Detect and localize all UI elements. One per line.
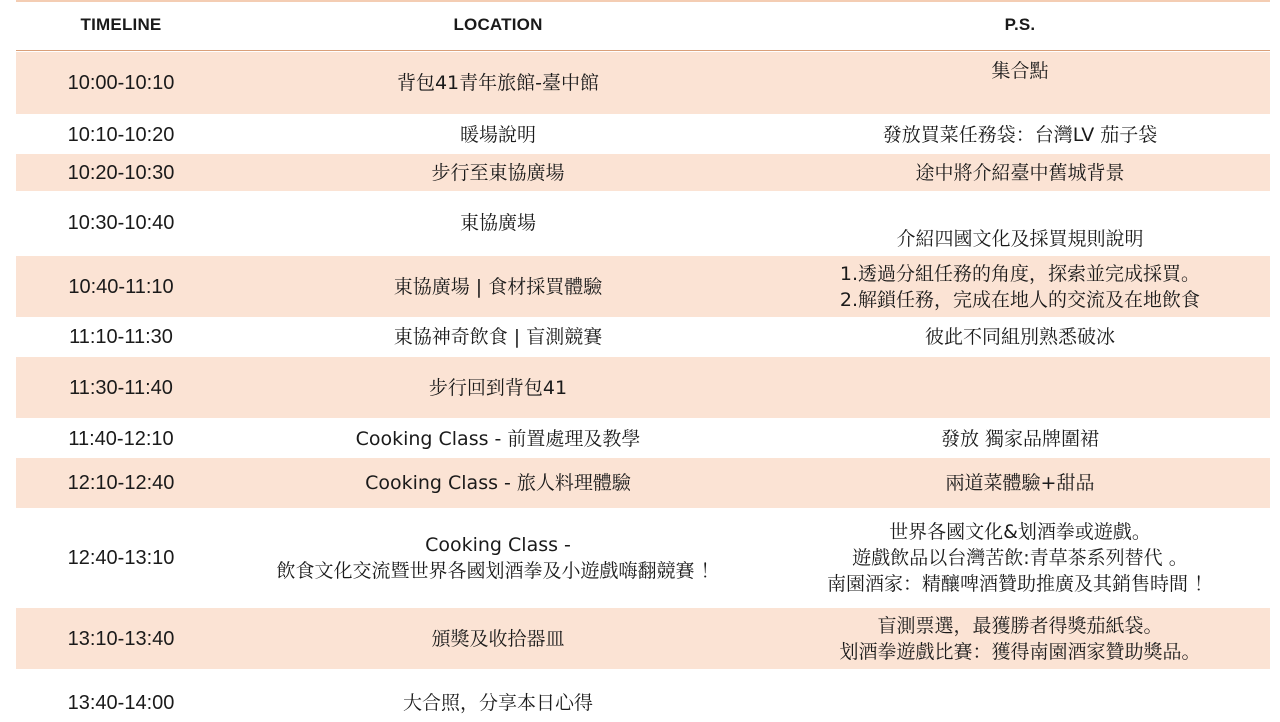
time-cell: 11:10-11:30 xyxy=(69,326,173,348)
location-cell: 暖場說明 xyxy=(459,124,536,146)
time-cell: 11:40-12:10 xyxy=(68,427,174,450)
ps-cell: 盲測票選，最獲勝者得獎茄紙袋。 划酒拳遊戲比賽：獲得南園酒家贊助獎品。 xyxy=(839,614,1201,663)
time-cell: 11:30-11:40 xyxy=(69,376,173,399)
location-cell: 大合照，分享本日心得 xyxy=(402,692,593,714)
location-cell: 東協神奇飲食 | 盲測競賽 xyxy=(393,326,603,348)
location-cell: 東協廣場 | 食材採買體驗 xyxy=(393,275,603,298)
time-cell: 10:30-10:40 xyxy=(67,211,175,234)
ps-cell: 1.透過分組任務的角度，探索並完成採買。 2.解鎖任務，完成在地人的交流及在地飲食 xyxy=(839,262,1201,311)
time-cell: 10:10-10:20 xyxy=(67,124,175,146)
header-location: LOCATION xyxy=(453,15,543,34)
ps-cell: 發放買菜任務袋：台灣LV 茄子袋 xyxy=(882,124,1158,146)
table-row xyxy=(16,154,1270,191)
location-cell: 步行至東協廣場 xyxy=(431,161,565,184)
table-row xyxy=(16,684,1270,722)
table-row xyxy=(16,191,1270,254)
table-row xyxy=(16,357,1270,418)
location-cell: Cooking Class - 旅人料理體驗 xyxy=(365,472,631,494)
time-cell: 13:10-13:40 xyxy=(67,627,175,650)
table-row xyxy=(16,319,1270,355)
table-row xyxy=(16,608,1270,669)
header-timeline: TIMELINE xyxy=(80,15,162,34)
location-cell: 步行回到背包41 xyxy=(428,376,568,399)
location-cell: Cooking Class - 前置處理及教學 xyxy=(355,427,641,450)
time-cell: 13:40-14:00 xyxy=(67,692,175,714)
header-divider xyxy=(16,50,1270,51)
ps-cell xyxy=(770,684,1270,722)
time-cell: 10:20-10:30 xyxy=(67,161,175,184)
table-row xyxy=(16,510,1270,606)
table-row xyxy=(16,52,1270,114)
time-cell: 12:10-12:40 xyxy=(67,472,175,494)
table-row xyxy=(16,256,1270,317)
ps-cell: 介紹四國文化及採買規則說明 xyxy=(896,228,1144,250)
location-cell: 東協廣場 xyxy=(459,211,536,234)
table-row xyxy=(16,118,1270,152)
time-cell: 12:40-13:10 xyxy=(67,547,175,569)
header-ps: P.S. xyxy=(1004,15,1036,34)
time-cell: 10:00-10:10 xyxy=(67,72,175,94)
table-row xyxy=(16,420,1270,457)
table-row xyxy=(16,458,1270,508)
ps-cell: 途中將介紹臺中舊城背景 xyxy=(915,161,1125,184)
ps-cell: 兩道菜體驗+甜品 xyxy=(945,472,1095,494)
ps-cell: 集合點 xyxy=(991,60,1049,82)
location-cell: Cooking Class - 飲食文化交流暨世界各國划酒拳及小遊戲嗨翻競賽 ！ xyxy=(276,534,720,582)
location-cell: 頒獎及收拾器皿 xyxy=(431,627,565,650)
ps-cell: 世界各國文化&划酒拳或遊戲。 遊戲飲品以台灣苦飲:青草茶系列替代 。 南園酒家：精釀啤酒贊助推廣及其銷售時間 ！ xyxy=(826,521,1214,595)
time-cell: 10:40-11:10 xyxy=(68,275,174,298)
ps-cell: 發放 獨家品牌圍裙 xyxy=(940,427,1100,450)
ps-cell xyxy=(770,357,1270,418)
ps-cell: 彼此不同組別熟悉破冰 xyxy=(924,326,1115,348)
location-cell: 背包41青年旅館-臺中館 xyxy=(396,72,600,94)
